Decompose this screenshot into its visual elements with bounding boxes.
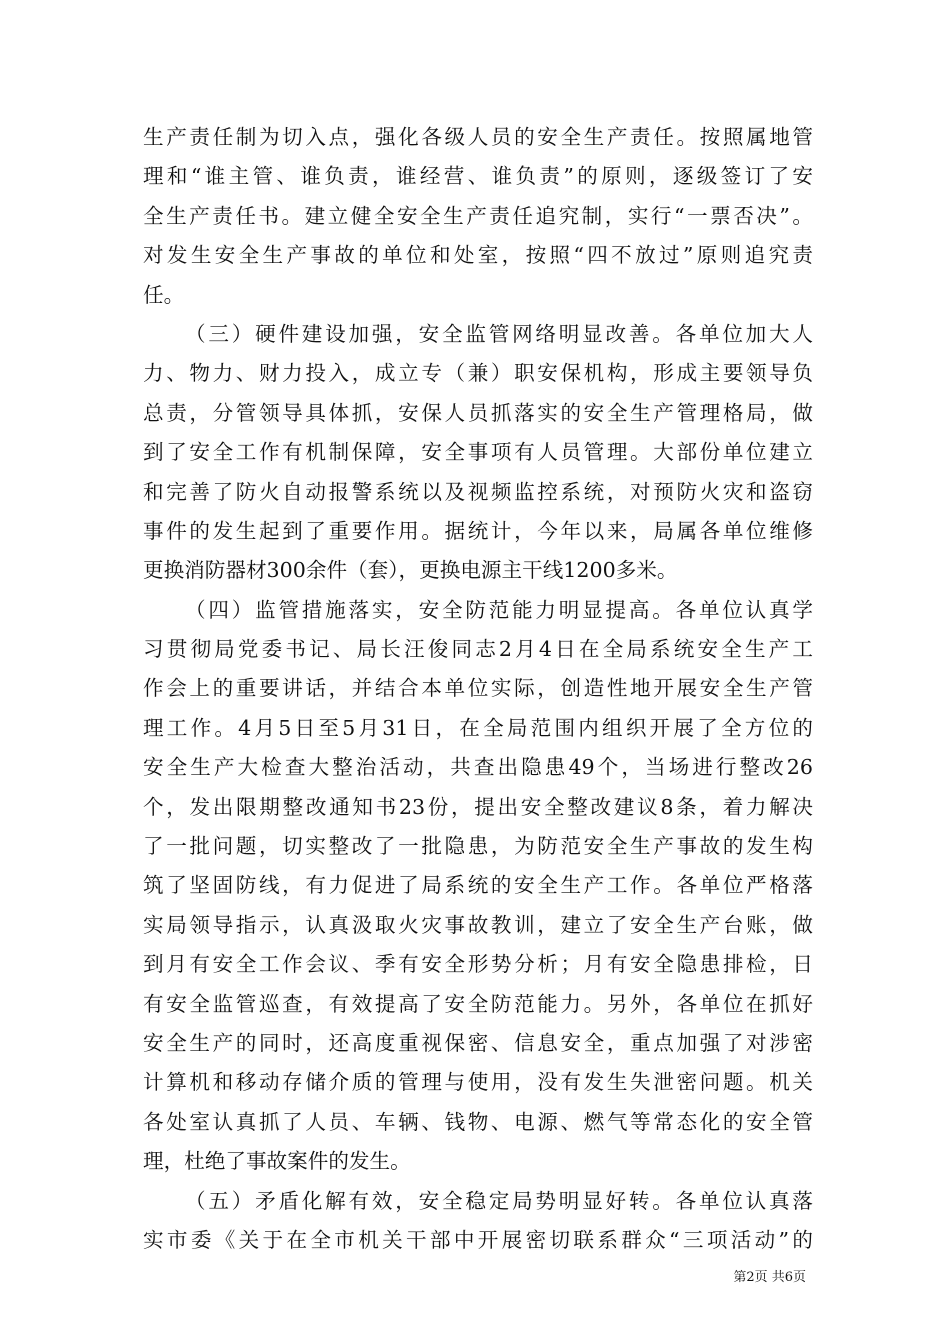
text-line: （三）硬件建设加强，安全监管网络明显改善。各单位加大人 <box>185 321 813 346</box>
paragraph-hardware <box>143 315 813 591</box>
page-indicator: 第2页 共6页 <box>733 1270 806 1285</box>
text-line: （五）矛盾化解有效，安全稳定局势明显好转。各单位认真落 <box>185 1188 813 1213</box>
text-line: 实局领导指示，认真汲取火灾事故教训，建立了安全生产台账，做 <box>143 912 813 937</box>
text-line: 力、物力、财力投入，成立专（兼）职安保机构，形成主要领导负 <box>143 361 813 386</box>
paragraph-responsibility <box>143 118 813 315</box>
text-line: 总责，分管领导具体抓，安保人员抓落实的安全生产管理格局，做 <box>143 400 813 425</box>
document-body <box>143 118 813 1260</box>
text-line: 和完善了防火自动报警系统以及视频监控系统，对预防火灾和盗窃 <box>143 479 813 504</box>
text-line: 习贯彻局党委书记、局长汪俊同志2月4日在全局系统安全生产工 <box>143 637 813 662</box>
paragraph-supervision <box>143 591 813 1182</box>
text-line: 作会上的重要讲话，并结合本单位实际，创造性地开展安全生产管 <box>143 676 813 701</box>
text-line: 安全生产大检查大整治活动，共查出隐患49个，当场进行整改26 <box>143 755 813 780</box>
text-line: 到了安全工作有机制保障，安全事项有人员管理。大部份单位建立 <box>143 440 813 465</box>
text-line: 理和“谁主管、谁负责，谁经营、谁负责”的原则，逐级签订了安 <box>143 164 813 189</box>
text-line: 生产责任制为切入点，强化各级人员的安全生产责任。按照属地管 <box>143 125 813 149</box>
text-line: 个，发出限期整改通知书23份，提出安全整改建议8条，着力解决 <box>143 794 813 819</box>
text-line: （四）监管措施落实，安全防范能力明显提高。各单位认真学 <box>185 597 813 622</box>
text-line: 有安全监管巡查，有效提高了安全防范能力。另外，各单位在抓好 <box>143 991 813 1016</box>
text-line: 实市委《关于在全市机关干部中开展密切联系群众“三项活动”的 <box>143 1227 813 1252</box>
text-line: 计算机和移动存储介质的管理与使用，没有发生失泄密问题。机关 <box>143 1070 813 1095</box>
text-line: 了一批问题，切实整改了一批隐患，为防范安全生产事故的发生构 <box>143 834 813 859</box>
paragraph-conflict-resolution <box>143 1182 813 1261</box>
text-line: 安全生产的同时，还高度重视保密、信息安全，重点加强了对涉密 <box>143 1030 813 1055</box>
text-line: 事件的发生起到了重要作用。据统计，今年以来，局属各单位维修 <box>143 518 813 543</box>
text-line: 理，杜绝了事故案件的发生。 <box>143 1149 411 1174</box>
text-line: 筑了坚固防线，有力促进了局系统的安全生产工作。各单位严格落 <box>143 873 813 898</box>
text-line: 任。 <box>143 282 185 307</box>
text-line: 到月有安全工作会议、季有安全形势分析；月有安全隐患排检，日 <box>143 952 813 977</box>
text-line: 理工作。4月5日至5月31日，在全局范围内组织开展了全方位的 <box>143 715 813 740</box>
text-line: 对发生安全生产事故的单位和处室，按照“四不放过”原则追究责 <box>143 243 813 268</box>
text-line: 各处室认真抓了人员、车辆、钱物、电源、燃气等常态化的安全管 <box>143 1109 813 1134</box>
text-line: 更换消防器材300余件（套），更换电源主干线1200多米。 <box>143 558 678 583</box>
text-line: 全生产责任书。建立健全安全生产责任追究制，实行“一票否决”。 <box>143 203 813 228</box>
